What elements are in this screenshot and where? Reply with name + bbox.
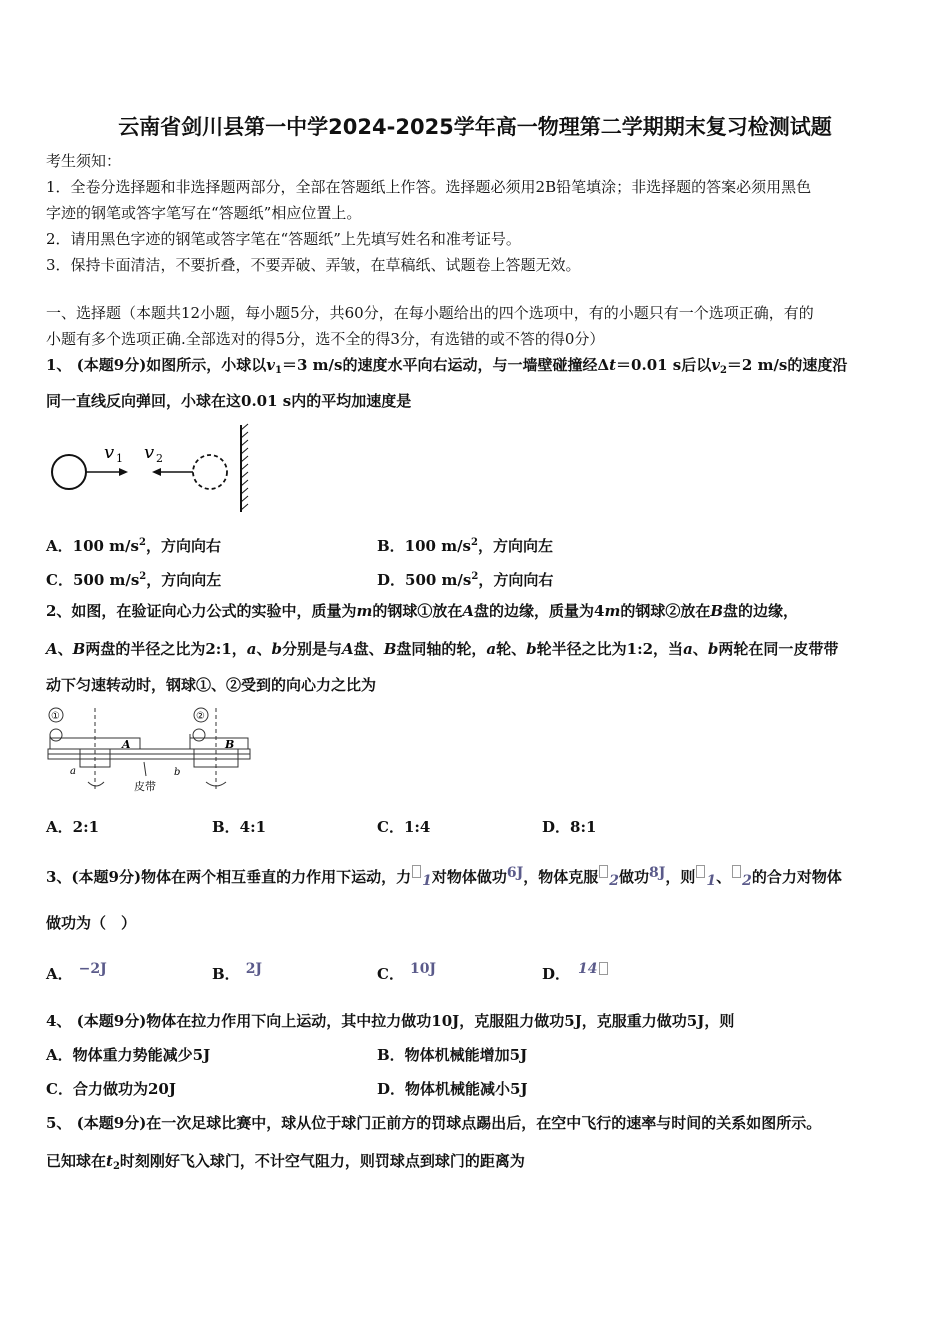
q3-option-d[interactable] xyxy=(542,960,609,983)
option-value: −2J xyxy=(78,961,107,977)
q3-text: ，物体克服 xyxy=(523,868,599,886)
q5-text: 已知球在 xyxy=(46,1152,107,1170)
q4-option-b[interactable]: B．物体机械能增加5J xyxy=(377,1046,528,1064)
q2-A: A xyxy=(462,602,474,620)
q3-text: 3、(本题9分)物体在两个相互垂直的力作用下运动，力 xyxy=(46,868,412,886)
q2-b: b xyxy=(526,640,537,658)
q2-a: a xyxy=(683,640,693,658)
q2-text: 轮、 xyxy=(496,640,527,658)
notice-item-1-line-2: 字迹的钢笔或答字笔写在“答题纸”相应位置上。 xyxy=(46,204,362,222)
q2-a: a xyxy=(246,640,257,658)
q1-text: ＝0.01 s后以 xyxy=(616,356,712,374)
q2-A: A xyxy=(46,640,58,658)
q2-A: A xyxy=(342,640,354,658)
arrow-v1-head xyxy=(119,468,128,476)
q4-option-c[interactable]: C．合力做功为20J xyxy=(46,1080,176,1098)
q2-text: 盘的边缘，质量为4 xyxy=(473,602,605,620)
q1-v1-sub: 1 xyxy=(275,365,282,376)
option-text: A．100 m/s xyxy=(46,537,139,555)
option-sup: 2 xyxy=(139,571,147,582)
q1-stem-line-1 xyxy=(46,356,847,380)
q1-text: 1、 (本题9分)如图所示，小球以 xyxy=(46,356,267,374)
q1-text: ＝2 m/s的速度沿 xyxy=(726,356,848,374)
fig-label-v2-sub: 2 xyxy=(156,452,163,465)
fig-ball-2-label: ② xyxy=(196,711,205,722)
q2-option-a[interactable]: A．2:1 xyxy=(46,818,100,836)
q5-t: t xyxy=(106,1152,113,1170)
q2-text: 、 xyxy=(57,640,73,658)
q2-text: 分别是与 xyxy=(282,640,343,658)
formula-placeholder-icon xyxy=(412,865,421,878)
option-text: C． xyxy=(377,965,404,983)
q2-B: B xyxy=(383,640,397,658)
q3-text: 做功 xyxy=(618,868,649,886)
q1-delta-t: t xyxy=(609,356,617,374)
q2-B: B xyxy=(710,602,724,620)
q3-f2-sub: 2 xyxy=(609,873,619,889)
arrow-v2-head xyxy=(152,468,161,476)
fig-label-v1: v xyxy=(104,442,115,463)
option-sup: 2 xyxy=(471,571,479,582)
option-text: ，方向向左 xyxy=(146,571,222,589)
option-text: A． xyxy=(46,965,73,983)
q2-m: m xyxy=(604,602,621,620)
q2-stem-line-3: 动下匀速转动时，钢球①、②受到的向心力之比为 xyxy=(46,676,377,694)
option-sup: 2 xyxy=(471,537,478,548)
option-value: 2J xyxy=(245,961,263,977)
q3-option-a[interactable] xyxy=(46,960,107,983)
q2-option-c[interactable]: C．1:4 xyxy=(377,818,431,836)
q2-text: 两盘的半径之比为2:1， xyxy=(85,640,247,658)
q2-figure xyxy=(44,704,258,800)
formula-placeholder-icon xyxy=(732,865,741,878)
fig-disk-a-label: A xyxy=(122,738,131,751)
fig-belt-label: 皮带 xyxy=(134,780,156,793)
option-text: ，方向向右 xyxy=(145,537,221,555)
q1-option-a[interactable] xyxy=(46,534,221,555)
q2-option-b[interactable]: B．4:1 xyxy=(212,818,267,836)
q3-stem-line-2: 做功为（ ） xyxy=(46,914,137,932)
page-title: 云南省剑川县第一中学2024-2025学年高一物理第二学期期末复习检测试题 xyxy=(118,115,832,139)
fig-label-v1-sub: 1 xyxy=(116,452,123,465)
q2-text: 、 xyxy=(692,640,708,658)
section1-line-1: 一、选择题（本题共12小题，每小题5分，共60分，在每小题给出的四个选项中，有的小题只有一个选项正确，有的 xyxy=(46,304,814,322)
q2-stem-line-2 xyxy=(46,640,838,658)
option-text: B． xyxy=(212,965,240,983)
option-text: B．100 m/s xyxy=(377,537,472,555)
q2-m: m xyxy=(356,602,373,620)
formula-placeholder-icon xyxy=(599,962,608,975)
q3-text: 、 xyxy=(716,868,732,886)
fig-ball-1-label: ① xyxy=(51,711,60,722)
q2-a: a xyxy=(486,640,497,658)
option-text: C．500 m/s xyxy=(46,571,140,589)
q2-text: 两轮在同一皮带带 xyxy=(718,640,839,658)
q3-option-c[interactable] xyxy=(377,960,436,983)
option-sup: 2 xyxy=(138,537,146,548)
q3-text: ，则 xyxy=(665,868,696,886)
q1-v2-sub: 2 xyxy=(719,365,727,376)
q1-v2: v xyxy=(711,356,720,374)
q2-B: B xyxy=(72,640,86,658)
q2-text: 盘同轴的轮， xyxy=(396,640,487,658)
q2-option-d[interactable]: D．8:1 xyxy=(542,818,597,836)
ball-left xyxy=(52,455,86,489)
q5-t-sub: 2 xyxy=(112,1161,120,1172)
fig-wheel-a-label: a xyxy=(70,766,76,777)
option-value: 14 xyxy=(578,961,598,977)
q1-figure xyxy=(40,420,260,520)
q3-option-b[interactable] xyxy=(212,960,262,983)
ball-1 xyxy=(50,729,62,741)
q1-option-d[interactable] xyxy=(377,568,553,589)
q2-text: 、 xyxy=(256,640,272,658)
q2-text: 的钢球①放在 xyxy=(372,602,463,620)
fig-label-v2: v xyxy=(144,442,155,463)
q2-text: 盘、 xyxy=(353,640,384,658)
option-text: D．500 m/s xyxy=(377,571,472,589)
ball-right-dashed xyxy=(193,455,227,489)
q2-text: 的钢球②放在 xyxy=(620,602,711,620)
notice-item-2: 2．请用黑色字迹的钢笔或答字笔在“答题纸”上先填写姓名和准考证号。 xyxy=(46,230,521,248)
notice-heading: 考生须知： xyxy=(46,152,122,170)
q5-stem-line-2 xyxy=(46,1152,525,1176)
q2-text: 轮半径之比为1:2，当 xyxy=(536,640,684,658)
formula-placeholder-icon xyxy=(599,865,608,878)
option-text: D． xyxy=(542,965,571,983)
q4-stem: 4、 (本题9分)物体在拉力作用下向上运动，其中拉力做功10J，克服阻力做功5J，克服重力做功5J，则 xyxy=(46,1012,735,1030)
q2-b: b xyxy=(271,640,283,658)
formula-placeholder-icon xyxy=(696,865,705,878)
q3-f1-sub: 1 xyxy=(706,873,717,889)
ball-2 xyxy=(193,729,205,741)
notice-item-1-line-1: 1．全卷分选择题和非选择题两部分，全部在答题纸上作答。选择题必须用2B铅笔填涂；非选择题的答案必须用黑色 xyxy=(46,178,812,196)
option-text: ，方向向右 xyxy=(478,571,554,589)
q2-text: 2、如图，在验证向心力公式的实验中，质量为 xyxy=(46,602,357,620)
q3-work-1: 6J xyxy=(506,865,524,881)
notice-item-3: 3．保持卡面清洁，不要折叠，不要弄破、弄皱，在草稿纸、试题卷上答题无效。 xyxy=(46,256,581,274)
disk-b-plate xyxy=(190,738,248,749)
q1-option-b[interactable] xyxy=(377,534,553,555)
q3-text: 对物体做功 xyxy=(431,868,507,886)
q2-text: 盘的边缘， xyxy=(723,602,799,620)
rotate-arrow-a xyxy=(88,782,104,786)
q3-f2-sub: 2 xyxy=(742,873,752,889)
q3-f1-sub: 1 xyxy=(422,873,432,889)
q3-work-2: 8J xyxy=(649,865,666,881)
option-value: 10J xyxy=(409,961,437,977)
fig-wheel-b-label: b xyxy=(174,767,181,778)
q5-text: 时刻刚好飞入球门，不计空气阻力，则罚球点到球门的距离为 xyxy=(119,1152,525,1170)
q4-option-a[interactable]: A．物体重力势能减少5J xyxy=(46,1046,211,1064)
q4-option-d[interactable]: D．物体机械能减小5J xyxy=(377,1080,528,1098)
section1-line-2: 小题有多个选项正确.全部选对的得5分，选不全的得3分，有选错的或不答的得0分） xyxy=(46,330,605,348)
q2-stem-line-1 xyxy=(46,602,798,620)
q1-delta: Δ xyxy=(597,356,610,374)
q1-stem-line-2: 同一直线反向弹回，小球在这0.01 s内的平均加速度是 xyxy=(46,392,412,410)
fig-disk-b-label: B xyxy=(225,738,235,751)
q1-text: ＝3 m/s的速度水平向右运动，与一墙壁碰撞经 xyxy=(281,356,598,374)
q3-text: 的合力对物体 xyxy=(751,868,842,886)
option-text: ，方向向左 xyxy=(477,537,553,555)
q2-b: b xyxy=(707,640,719,658)
q1-v1: v xyxy=(266,356,276,374)
q1-option-c[interactable] xyxy=(46,568,221,589)
q5-stem-line-1: 5、 (本题9分)在一次足球比赛中，球从位于球门正前方的罚球点踢出后，在空中飞行的速率与时间的关系如图所示。 xyxy=(46,1114,822,1132)
q3-stem-line-1 xyxy=(46,864,842,890)
